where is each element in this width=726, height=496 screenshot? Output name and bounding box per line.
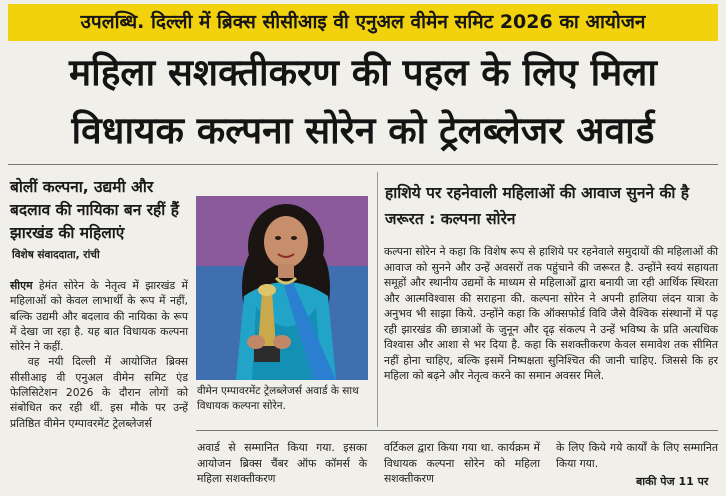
dateline: सीएम (10, 279, 33, 292)
sidebar-body: कल्पना सोरेन ने कहा कि विशेष रूप से हाशिये पर रहनेवाले समुदायों की महिलाओं की आवाज को सुनने और उन्हें अवसरों तक पहुंचाने की जरूरत है. उन्होंने स्वयं सहायता समूहों और स्थानीय उद्यमों के माध्यम से महिलाओं द्वारा बनायी जा रही आर्थिक स्थिरता और आत्मविश्वास की सराहना की. कल्पना सोरेन ने अपनी हालिया लंदन यात्रा के अनुभव भी साझा किये. उन्होंने कहा कि ऑक्सफोर्ड विवि जैसे वैश्विक संस्थानों में पढ़ रही झारखंड की छात्राओं के जुनून और दृढ़ संकल्प ने उन्हें भविष्य के प्रति अत्यधिक विश्वास और आशा से भर दिया है. कहा कि सशक्तीकरण केवल समावेश तक सीमित नहीं होना चाहिए, बल्कि इसमें निष्पक्षता सुनिश्चित की जानी चाहिए. जिससे कि हर महिला को बढ़ने और नेतृत्व करने का समान अवसर मिले. (384, 245, 718, 382)
headline-rule (8, 164, 718, 165)
headline-line-1: महिला सशक्तीकरण की पहल के लिए मिला (69, 50, 657, 94)
continued-on-page: बाकी पेज 11 पर (636, 475, 709, 488)
bottom-rule (196, 430, 718, 431)
banner-strap: उपलब्धि. दिल्ली में ब्रिक्स सीसीआइ वी एनुअल वीमेन समिट 2026 का आयोजन (8, 4, 718, 41)
bottom-column-4: के लिए किये गये कार्यों के लिए सम्मानित किया गया. (556, 441, 718, 470)
byline: विशेष संवाददाता, रांची (12, 249, 100, 261)
headline-line-2: विधायक कल्पना सोरेन को ट्रेलब्लेजर अवार्ड (71, 108, 655, 152)
subheadline: बोलीं कल्पना, उद्यमी और बदलाव की नायिका बन रहीं हैं झारखंड की महिलाएं (10, 178, 179, 242)
bottom-column-2: अवार्ड से सम्मानित किया गया. इसका आयोजन ब्रिक्स चैंबर ऑफ कॉमर्स के महिला सशक्तीकरण (197, 441, 367, 485)
news-photo (196, 196, 368, 380)
sidebar-heading: हाशिये पर रहनेवाली महिलाओं की आवाज सुनने की है जरूरत : कल्पना सोरेन (385, 184, 690, 228)
lead-paragraph-1: हेमंत सोरेन के नेतृत्व में झारखंड में महिलाओं को केवल लाभार्थी के रूप में नहीं, बल्कि उद्यमी और बदलाव की नायिका के रूप में देखा जा रहा है. यह बात विधायक कल्पना सोरेन ने कहीं. (10, 279, 189, 354)
lead-column (10, 278, 188, 431)
lead-paragraph-2: वह नयी दिल्ली में आयोजित ब्रिक्स सीसीआइ वी एनुअल वीमेन समिट एंड फेलिसिटेशन 2026 के दौरान लोगों को संबोधित कर रही थीं. इस मौके पर उन्हें प्रतिष्ठित वीमेन एम्पावरमेंट ट्रेलब्लेजर्स (10, 355, 188, 430)
bottom-column-3: वर्टिकल द्वारा किया गया था. कार्यक्रम में विधायक कल्पना सोरेन को महिला सशक्तीकरण (384, 441, 540, 485)
photo-caption: वीमेन एम्पावरमेंट ट्रेलब्लेजर्स अवार्ड के साथ विधायक कल्पना सोरेन. (197, 385, 359, 412)
portrait-illustration (196, 196, 368, 380)
